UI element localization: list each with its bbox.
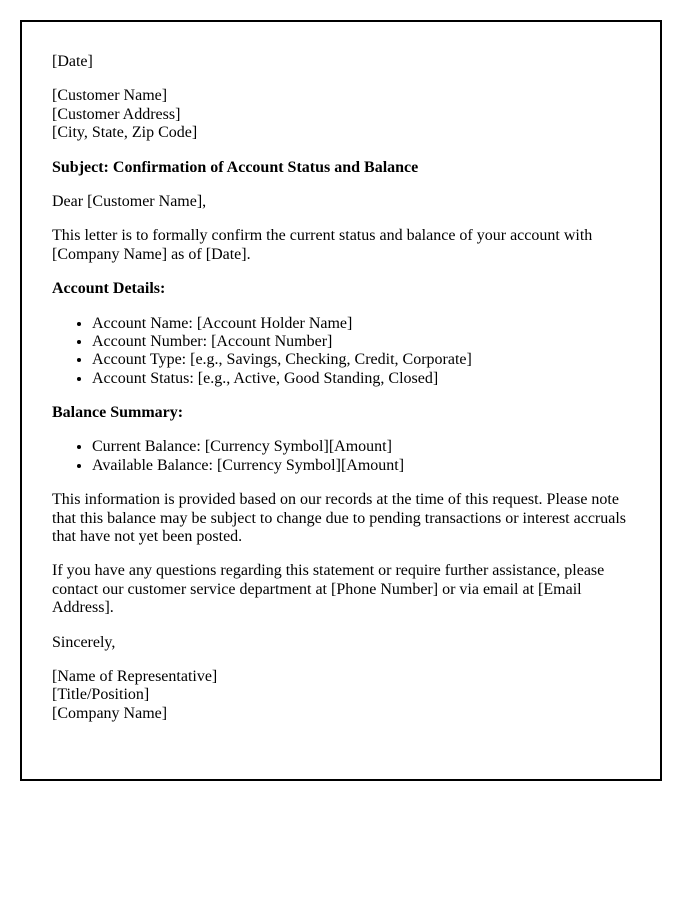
balance-summary-heading: Balance Summary: bbox=[52, 404, 184, 422]
signature-company: [Company Name] bbox=[52, 704, 168, 722]
recipient-name: [Customer Name] bbox=[52, 87, 168, 105]
list-item-available-balance: • Available Balance: [Currency Symbol][Amount] bbox=[92, 457, 630, 475]
account-details-heading: Account Details: bbox=[52, 280, 166, 298]
note-paragraph: This information is provided based on our records at the time of this request. Please note that this balance may be subject to change due to pending transactions or interest accruals that have not yet been posted. bbox=[52, 491, 627, 546]
contact-paragraph: If you have any questions regarding this statement or require further assistance, please contact our customer service department at [Phone Number] or via email at [Email Address]. bbox=[52, 562, 605, 617]
letter-document bbox=[20, 20, 662, 781]
list-item-account-name: • Account Name: [Account Holder Name] bbox=[92, 315, 630, 333]
salutation: Dear [Customer Name], bbox=[52, 192, 207, 210]
account-details-list bbox=[52, 315, 630, 389]
balance-summary-list bbox=[52, 438, 630, 475]
closing: Sincerely, bbox=[52, 633, 116, 651]
list-item-current-balance: • Current Balance: [Currency Symbol][Amount] bbox=[92, 438, 630, 456]
subject-line: Subject: Confirmation of Account Status and Balance bbox=[52, 158, 419, 176]
recipient-address: [Customer Address] bbox=[52, 105, 181, 123]
signature-block bbox=[52, 668, 630, 723]
signature-title: [Title/Position] bbox=[52, 686, 150, 704]
signature-name: [Name of Representative] bbox=[52, 667, 218, 685]
recipient-city-state-zip: [City, State, Zip Code] bbox=[52, 124, 198, 142]
list-item-account-status: • Account Status: [e.g., Active, Good Standing, Closed] bbox=[92, 370, 630, 388]
list-item-account-number: • Account Number: [Account Number] bbox=[92, 333, 630, 351]
list-item-account-type: • Account Type: [e.g., Savings, Checking, Credit, Corporate] bbox=[92, 351, 630, 369]
date-line: [Date] bbox=[52, 53, 93, 70]
intro-paragraph: This letter is to formally confirm the current status and balance of your account with [Company Name] as of [Date]. bbox=[52, 227, 593, 263]
recipient-block bbox=[52, 87, 630, 142]
